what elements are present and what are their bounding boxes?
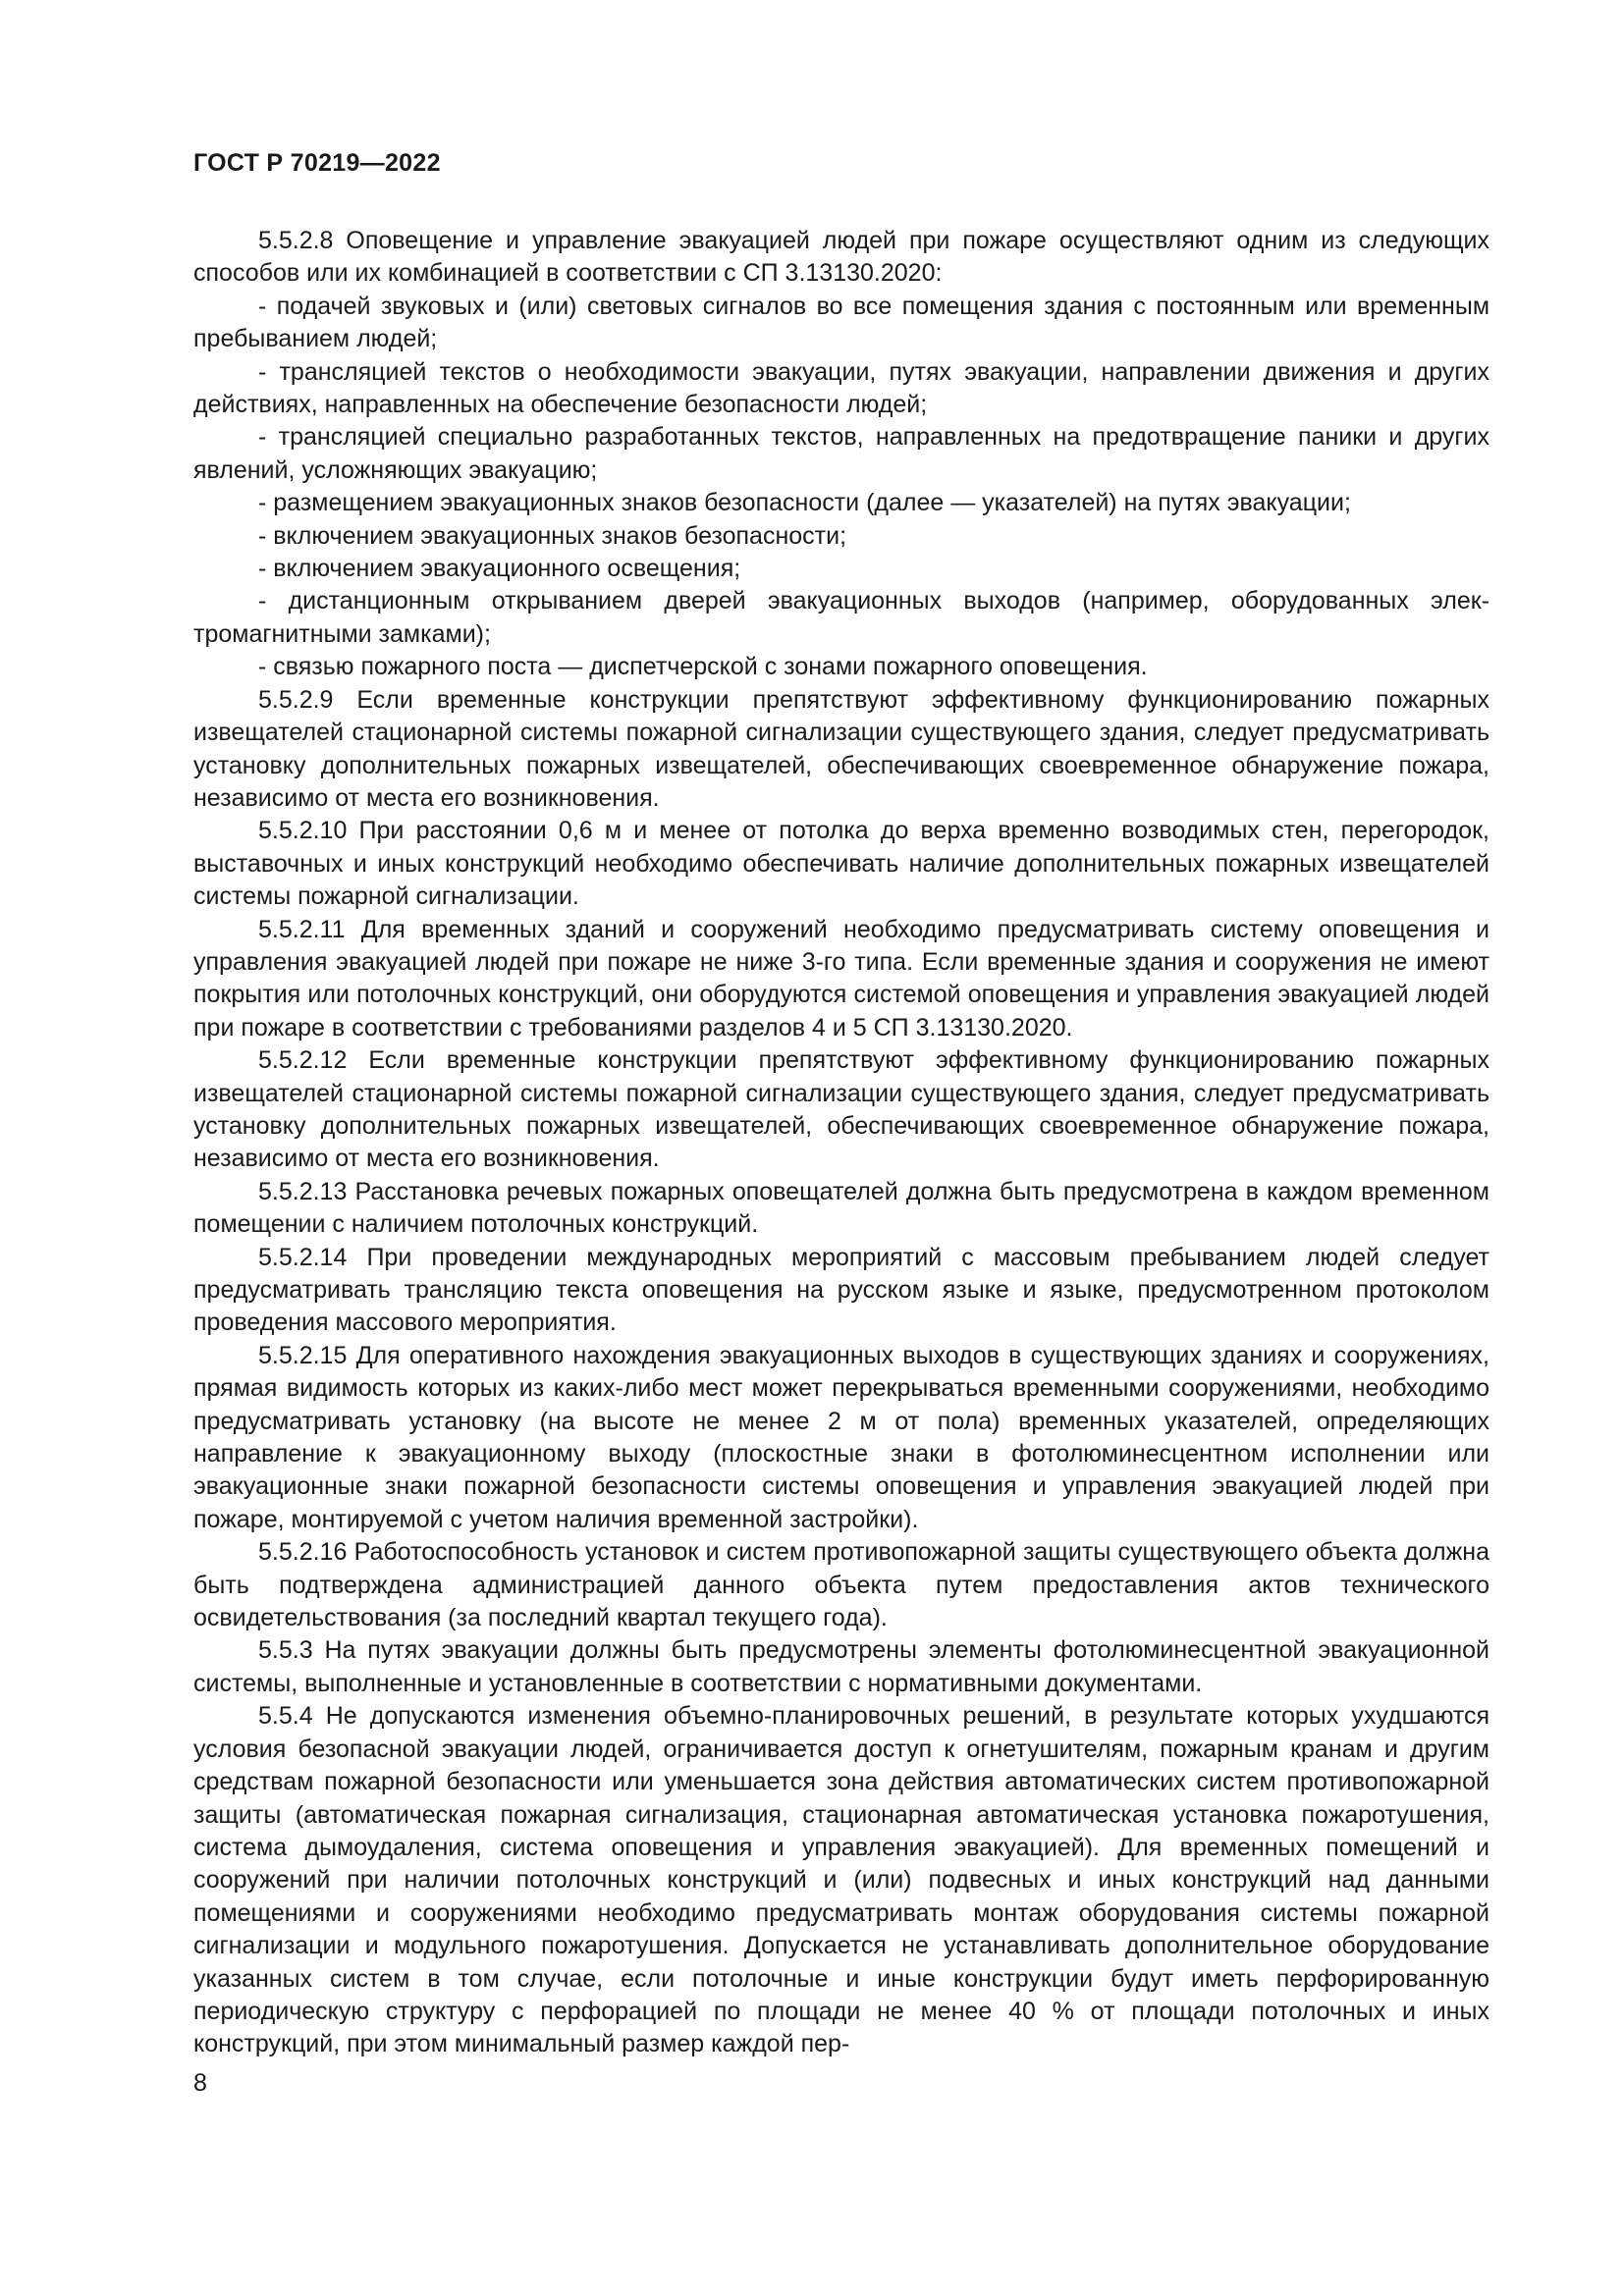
list-item-fire-post-link: - связью пожарного поста — диспетчерской с зонами пожарного оповещения. bbox=[258, 653, 1148, 681]
paragraph-5-5-2-15: 5.5.2.15 Для оперативного нахождения эвакуационных выходов в существующих зданиях и сооружениях, прямая видимость которых из каких-либо мест может перекрываться временными сооружениями, необходимо предусматривать установку (на высоте не менее 2 м от пола) временных указателей, определяющих направление к эвакуационному выходу (плоскостные знаки в фотолюминесцентном исполнении или эвакуационные знаки пожарной безопасности системы оповещения и управления эвакуацией людей при пожаре, монтируемой с учетом наличия временной застройки). bbox=[193, 1341, 1489, 1533]
paragraph-5-5-2-10: 5.5.2.10 При расстоянии 0,6 м и менее от потолка до верха временно возводимых стен, перегородок, выставочных и иных конструкций необходимо обеспечивать наличие дополнительных пожарных извещателей системы пожарной сигнализации. bbox=[193, 817, 1489, 911]
paragraph-5-5-4: 5.5.4 Не допускаются изменения объемно-планировочных решений, в результате которых ухудшаются условия безопасной эвакуации людей, ограничивается доступ к огнетушителям, пожарным кранам и другим средствам пожарной безопасности или уменьшается зона действия автоматических систем противопожарной защиты (автоматическая пожарная сигнализация, стационарная автоматическая установка пожаротушения, система дымоудаления, система оповещения и управления эвакуацией). Для временных помещений и сооружений при наличии потолочных конструкций и (или) подвесных и иных конструкций над данными помещениями и сооружениями необходимо предусматривать монтаж оборудования системы пожарной сигнализации и модульного пожаротушения. Допускается не устанавливать дополнительное оборудование указанных систем в том случае, если потолочные и иные конструкции будут иметь перфорированную периодическую структуру с перфорацией по площади не менее 40 % от площади потолочных и иных конструкций, при этом минимальный размер каждой пер- bbox=[193, 1702, 1489, 2058]
paragraph-5-5-2-11: 5.5.2.11 Для временных зданий и сооружений необходимо предусматривать систему оповещения и управления эвакуацией людей при пожаре не ниже 3-го типа. Если временные здания и сооружения не имеют покрытия или потолочных конструкций, они оборудуются системой оповещения и управления эвакуацией людей при пожаре в соответствии с требованиями разделов 4 и 5 СП 3.13130.2020. bbox=[193, 915, 1489, 1041]
paragraph-5-5-2-9: 5.5.2.9 Если временные конструкции препятствуют эффективному функционированию пожарных извещателей стационарной системы пожарной сигнализации существующего здания, следует предусматривать установку дополнительных пожарных извещателей, обеспечивающих своевременное обнаружение пожара, независимо от места его возникновения. bbox=[193, 685, 1489, 812]
list-item-door-opening: - дистанционным открыванием дверей эвакуационных выходов (например, оборудованных электромагнитными замками); bbox=[193, 587, 1489, 648]
paragraph-5-5-2-8: 5.5.2.8 Оповещение и управление эвакуацией людей при пожаре осуществляют одним из следующих способов или их комбинацией в соответствии с СП 3.13130.2020: bbox=[193, 227, 1489, 288]
page-body bbox=[193, 225, 1489, 2061]
list-item-evacuation-texts: - трансляцией текстов о необходимости эвакуации, путях эвакуации, направлении движения и других действиях, направленных на обеспечение безопасности людей; bbox=[193, 357, 1489, 419]
list-item-sign-activation: - включением эвакуационных знаков безопасности; bbox=[258, 521, 847, 550]
paragraph-5-5-3: 5.5.3 На путях эвакуации должны быть предусмотрены элементы фотолюминесцентной эвакуационной системы, выполненные и установленные в соответствии с нормативными документами. bbox=[193, 1636, 1489, 1697]
list-item-sound-signals: - подачей звуковых и (или) световых сигналов во все помещения здания с постоянным или временным пребыванием людей; bbox=[193, 292, 1489, 353]
document-code-header: ГОСТ Р 70219—2022 bbox=[193, 149, 441, 177]
paragraph-5-5-2-12: 5.5.2.12 Если временные конструкции препятствуют эффективному функционированию пожарных извещателей стационарной системы пожарной сигнализации существующего здания, следует предусматривать установку дополнительных пожарных извещателей, обеспечивающих своевременное обнаружение пожара, независимо от места его возникновения. bbox=[193, 1046, 1489, 1173]
list-item-sign-placement: - размещением эвакуационных знаков безопасности (далее — указателей) на путях эвакуации; bbox=[258, 489, 1351, 517]
list-item-emergency-lighting: - включением эвакуационного освещения; bbox=[258, 555, 741, 583]
paragraph-5-5-2-14: 5.5.2.14 При проведении международных мероприятий с массовым пребыванием людей следует предусматривать трансляцию текста оповещения на русском языке и языке, предусмотренном протоколом проведения массового мероприятия. bbox=[193, 1243, 1489, 1337]
page-number: 8 bbox=[193, 2069, 207, 2097]
list-item-anti-panic-texts: - трансляцией специально разработанных текстов, направленных на предотвращение паники и других явлений, усложняющих эвакуацию; bbox=[193, 423, 1489, 484]
paragraph-5-5-2-13: 5.5.2.13 Расстановка речевых пожарных оповещателей должна быть предусмотрена в каждом временном помещении с наличием потолочных конструкций. bbox=[193, 1177, 1489, 1239]
paragraph-5-5-2-16: 5.5.2.16 Работоспособность установок и систем противопожарной защиты существующего объекта должна быть подтверждена администрацией данного объекта путем предоставления актов технического освидетельствования (за последний квартал текущего года). bbox=[193, 1538, 1489, 1632]
